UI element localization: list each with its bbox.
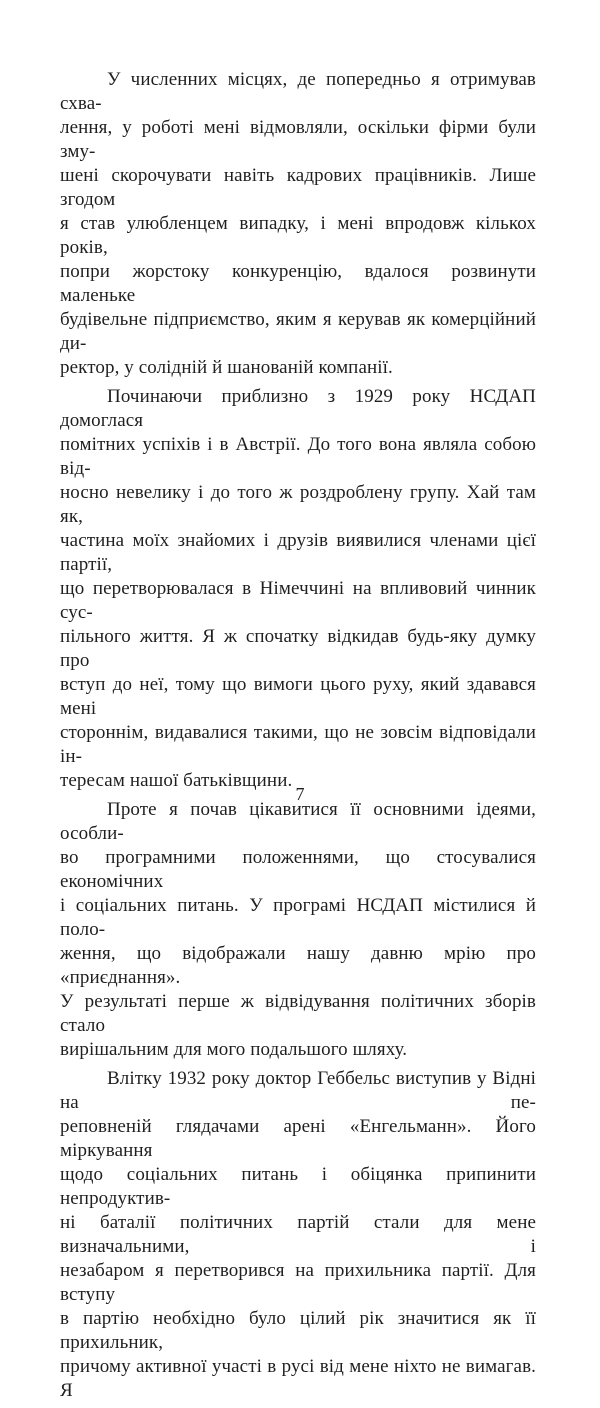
text-line: ні баталії політичних партій стали для мене визначальними, і <box>60 1212 536 1257</box>
text-line: во програмними положеннями, що стосувалися економічних <box>60 847 536 892</box>
text-line: вирішальним для мого подальшого шляху. <box>60 1039 408 1060</box>
text-line: ректор, у солідній й шанованій компанії. <box>60 357 393 378</box>
text-line: тересам нашої батьківщини. <box>60 770 293 791</box>
text-line: Влітку 1932 року доктор Геббельс виступив у Відні на пе- <box>60 1068 536 1113</box>
paragraph <box>60 385 536 793</box>
text-line: носно невелику і до того ж роздроблену групу. Хай там як, <box>60 482 536 527</box>
text-line: частина моїх знайомих і друзів виявилися членами цієї партії, <box>60 530 536 575</box>
text-line: помітних успіхів і в Австрії. До того вона являла собою від- <box>60 434 536 479</box>
text-line: щодо соціальних питань і обіцянка припинити непродуктив- <box>60 1164 536 1209</box>
text-line: що перетворювалася в Німеччині на впливовий чинник сус- <box>60 578 536 623</box>
text-line: пільного життя. Я ж спочатку відкидав будь-яку думку про <box>60 626 536 671</box>
page-text <box>60 68 536 1408</box>
paragraph <box>60 68 536 380</box>
text-line: я став улюбленцем випадку, і мені впродовж кількох років, <box>60 213 536 258</box>
paragraph <box>60 1067 536 1403</box>
text-line: У результаті перше ж відвідування політичних зборів стало <box>60 991 536 1036</box>
text-line: стороннім, видавалися такими, що не зовсім відповідали ін- <box>60 722 536 767</box>
text-line: попри жорстоку конкуренцію, вдалося розвинути маленьке <box>60 261 536 306</box>
text-line: ження, що відображали нашу давню мрію про «приєднання». <box>60 943 536 988</box>
text-line: незабаром я перетворився на прихильника партії. Для вступу <box>60 1260 536 1305</box>
text-line: в партію необхідно було цілий рік значитися як її прихильник, <box>60 1308 536 1353</box>
text-line: причому активної участі в русі від мене ніхто не вимагав. Я <box>60 1356 536 1401</box>
text-line: вступ до неї, тому що вимоги цього руху, який здавався мені <box>60 674 536 719</box>
paragraph <box>60 798 536 1062</box>
text-line: Починаючи приблизно з 1929 року НСДАП домоглася <box>60 386 536 431</box>
text-line: реповненій глядачами арені «Енгельманн». Його міркування <box>60 1116 536 1161</box>
text-line: будівельне підприємство, яким я керував як комерційний ди- <box>60 309 536 354</box>
text-line: Проте я почав цікавитися її основними ідеями, особли- <box>60 799 536 844</box>
text-line: шені скорочувати навіть кадрових працівників. Лише згодом <box>60 165 536 210</box>
text-line: лення, у роботі мені відмовляли, оскільки фірми були зму- <box>60 117 536 162</box>
text-line: і соціальних питань. У програмі НСДАП містилися й поло- <box>60 895 536 940</box>
page-number: 7 <box>295 784 305 804</box>
text-line: У численних місцях, де попередньо я отримував схва- <box>60 69 536 114</box>
